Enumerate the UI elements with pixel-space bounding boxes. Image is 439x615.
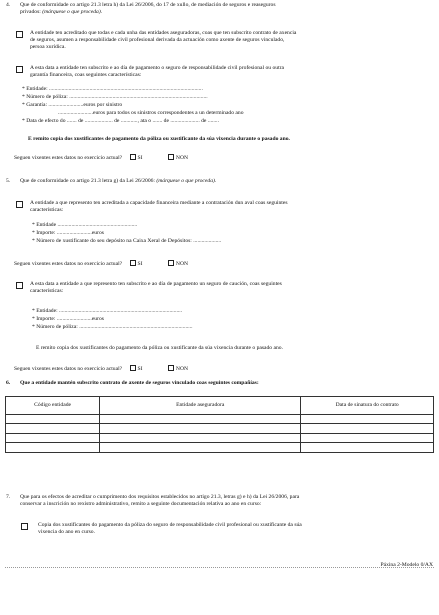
q4-option1-checkbox[interactable] bbox=[16, 31, 23, 38]
q5-si1-label: SI bbox=[137, 261, 143, 267]
q5-aval-entidade[interactable]: * Entidade ......................................................... bbox=[32, 222, 138, 228]
q5-non1-checkbox[interactable] bbox=[168, 260, 174, 266]
q5-vixentes-row1 bbox=[14, 260, 188, 268]
q4-vixentes-row bbox=[14, 154, 188, 162]
footer-divider bbox=[5, 567, 434, 568]
col-entidade-aseguradora: Entidade aseguradora bbox=[100, 397, 301, 415]
table-cell[interactable] bbox=[100, 415, 301, 424]
q6-heading: Que a entidade mantén subscrito contrato de axente de seguros vinculado coas seguintes compañías: bbox=[20, 380, 259, 386]
q4-non-label: NON bbox=[175, 155, 189, 161]
q4-heading-line1: Que de conformidade co artigo 21.3 letra h) da Lei 26/2006, do 17 de xullo, de mediación de seguros e reaseguros bbox=[20, 2, 276, 8]
table-cell[interactable] bbox=[301, 424, 434, 433]
q4-field-garantia[interactable]: * Garantía: .........................euros por sinistro bbox=[22, 102, 123, 108]
table-cell[interactable] bbox=[6, 424, 100, 433]
q4-non-checkbox[interactable] bbox=[168, 154, 174, 160]
q5-option1-line1: A entidade a que represento ten acreditada a capacidade financeira mediante a contratación dun aval coas seguintes bbox=[30, 200, 288, 206]
q4-option1-line3: persoa xurídica. bbox=[30, 44, 66, 50]
q7-option-checkbox[interactable] bbox=[21, 523, 28, 530]
q4-si-label: SI bbox=[137, 155, 143, 161]
q4-si-checkbox[interactable] bbox=[130, 154, 136, 160]
q5-si2-checkbox[interactable] bbox=[130, 365, 136, 371]
q6-number: 6. bbox=[6, 380, 11, 386]
q5-number: 5. bbox=[6, 178, 11, 184]
q4-option1-line1: A entidade ten acreditado que todas e cada unha das entidades aseguradoras, coas que ten subscrito contrato de axencia bbox=[30, 30, 297, 36]
table-row bbox=[6, 433, 434, 442]
table-row bbox=[6, 443, 434, 452]
table-header-row bbox=[6, 397, 434, 415]
q4-field-garantia-ano[interactable]: .........................euros para todos os sinistros correspondentes a un determinado ano bbox=[58, 110, 244, 116]
q5-heading bbox=[20, 178, 216, 185]
q4-option2-line2: garantía financeira, coas seguintes características: bbox=[30, 72, 142, 78]
q5-non2-label: NON bbox=[175, 366, 189, 372]
q4-number: 4. bbox=[6, 2, 11, 8]
q5-option2-checkbox[interactable] bbox=[16, 282, 23, 289]
q5-aval-xustificante[interactable]: * Número de xustificante do seu depósito na Caixa Xeral de Depósitos: .................... bbox=[32, 238, 222, 244]
q5-vixentes-question2: Seguen vixentes estes datos no exercicio actual? bbox=[14, 366, 123, 372]
q4-remito-text: E remito copia dos xustificantes de pagamento da póliza ou xustificante da súa vixencia durante o pasado ano. bbox=[28, 136, 290, 142]
q5-caucion-importe[interactable]: * Importe: .........................euros bbox=[32, 316, 104, 322]
q4-field-poliza[interactable]: * Número de póliza: ................................................................................................... bbox=[22, 94, 208, 100]
table-cell[interactable] bbox=[6, 433, 100, 442]
q7-option-line1: Copia dos xustificantes do pagamento da póliza do seguro de responsabilidade civil profesional ou xustificante da súa bbox=[38, 522, 302, 528]
table-cell[interactable] bbox=[301, 433, 434, 442]
q4-option2-checkbox[interactable] bbox=[16, 66, 23, 73]
q5-remito-text: E remito copia dos xustificantes do pagamento da póliza ou xustificante da súa vixencia durante o pasado ano. bbox=[36, 345, 283, 351]
q7-heading-line1: Que para os efectos de acreditar o cumprimento dos requisitos establecidos no artigo 21.3, letras g) e h) da Lei 26/2006, para bbox=[20, 494, 300, 500]
table-cell[interactable] bbox=[6, 415, 100, 424]
q5-caucion-poliza[interactable]: * Número de póliza: ................................................................................. bbox=[32, 324, 193, 330]
table-row bbox=[6, 424, 434, 433]
q7-number: 7. bbox=[6, 494, 11, 500]
q4-field-data-efecto[interactable]: * Data de efecto do ....... de .................... de ............, ata o ....... de ..................... de ........ bbox=[22, 118, 219, 124]
table-cell[interactable] bbox=[301, 415, 434, 424]
q5-aval-importe[interactable]: * Importe: .........................euros bbox=[32, 230, 104, 236]
q5-caucion-entidade[interactable]: * Entidade: ........................................................................................ bbox=[32, 308, 183, 314]
q4-heading-text: privados: bbox=[20, 9, 41, 15]
q5-option1-checkbox[interactable] bbox=[16, 201, 23, 208]
q4-vixentes-question: Seguen vixentes estes datos no exercicio actual? bbox=[14, 155, 123, 161]
q5-option1-line2: características: bbox=[30, 207, 64, 213]
table-cell[interactable] bbox=[100, 424, 301, 433]
q5-non2-checkbox[interactable] bbox=[168, 365, 174, 371]
q5-heading-text: Que de conformidade co artigo 21.3 letra g) da Lei 26/2006: bbox=[20, 178, 155, 184]
col-codigo-entidade: Código entidade bbox=[6, 397, 100, 415]
q5-non1-label: NON bbox=[175, 261, 189, 267]
q5-vixentes-row2 bbox=[14, 365, 188, 373]
table-row bbox=[6, 415, 434, 424]
q7-option-line2: vixencia do ano en curso. bbox=[38, 529, 96, 535]
q4-heading-hint: (márquese o que proceda). bbox=[42, 9, 103, 15]
q5-si2-label: SI bbox=[137, 366, 143, 372]
q4-option2-line1: A esta data a entidade ten subscrito e ao día de pagamento o seguro de responsabilidade civil profesional ou outra bbox=[30, 65, 284, 71]
table-cell[interactable] bbox=[100, 443, 301, 452]
table-cell[interactable] bbox=[301, 443, 434, 452]
q4-option1-line2: de seguros, asumen a responsabilidade civil profesional derivada da actuación como axente de seguros vinculado, bbox=[30, 37, 285, 43]
q4-field-entidade[interactable]: * Entidade: .............................................................................................................. bbox=[22, 86, 203, 92]
table-cell[interactable] bbox=[100, 433, 301, 442]
table-cell[interactable] bbox=[6, 443, 100, 452]
q4-heading-line2 bbox=[20, 9, 102, 16]
q7-heading-line2: conservar a inscrición no rexistro administrativo, remito a seguinte documentación relativa ao ano en curso: bbox=[20, 501, 262, 507]
q5-heading-hint: (márquese o que proceda). bbox=[156, 178, 217, 184]
page-footer: Páxina 2-Modelo 0/AX bbox=[380, 562, 433, 568]
q5-si1-checkbox[interactable] bbox=[130, 260, 136, 266]
q5-option2-line2: características: bbox=[30, 288, 64, 294]
q5-vixentes-question1: Seguen vixentes estes datos no exercicio actual? bbox=[14, 261, 123, 267]
companies-table bbox=[5, 396, 434, 453]
q5-option2-line1: A esta data a entidade a que represento ten subscrito e ao día de pagamento un seguro de caución, coas seguintes bbox=[30, 281, 282, 287]
col-data-sinatura: Data de sinatura do contrato bbox=[301, 397, 434, 415]
